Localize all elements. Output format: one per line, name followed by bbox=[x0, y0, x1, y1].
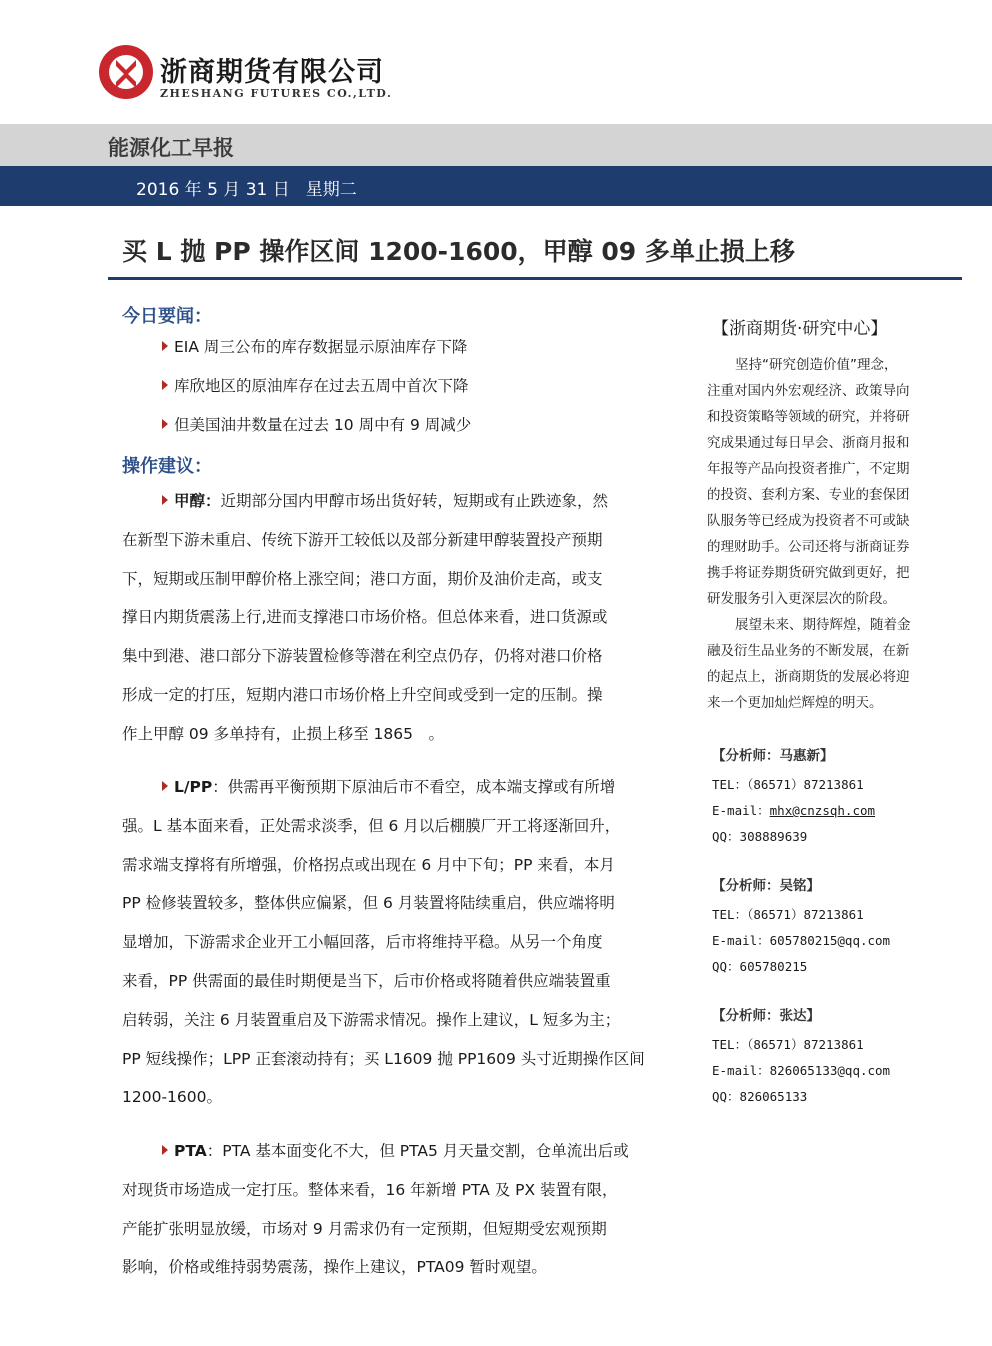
report-date: 2016 年 5 月 31 日 bbox=[136, 180, 290, 200]
lpp-paragraph: L/PP：供需再平衡预期下原油后市不看空，成本端支撑或有所增 强。L 基本面来看，正处需求淡季，但 6 月以后棚膜厂开工将逐渐回升， 需求端支撑将有所增强，价格拐点或出现在 6 月中下旬；PP 来看，本月 PP 检修装置较多，整体供应偏紧，但 6 月装置将陆续重启，供应端将明 显增加，下游需求企业开工小幅回落，后市将维持平稳。从另一个角度 来看，PP 供需面的最佳时期便是当下，后市价格或将随着供应端装置重 启转弱，关注 6 月装置重启及下游需求情况。操作上建议，L 短多为主； PP 短线操作；LPP 正套滚动持有；买 L1609 抛 PP1609 头寸近期操作区间 1200-1600。 bbox=[122, 778, 645, 1107]
report-type-band bbox=[0, 124, 992, 166]
research-center-title: 【浙商期货·研究中心】 bbox=[712, 319, 888, 339]
analyst-qq: QQ：308889639 bbox=[712, 829, 808, 844]
bullet-triangle-icon bbox=[162, 1145, 168, 1155]
news-item: 库欣地区的原油库存在过去五周中首次下降 bbox=[162, 374, 469, 396]
headline-divider bbox=[108, 277, 962, 280]
bullet-triangle-icon bbox=[162, 419, 168, 429]
news-item: EIA 周三公布的库存数据显示原油库存下降 bbox=[162, 335, 467, 357]
bullet-triangle-icon bbox=[162, 495, 168, 505]
analyst-tel: TEL：（86571）87213861 bbox=[712, 1037, 864, 1052]
analyst-card bbox=[712, 1004, 952, 1110]
bullet-triangle-icon bbox=[162, 781, 168, 791]
advice-heading: 操作建议： bbox=[122, 456, 212, 477]
analyst-email-row: E-mail：mhx@cnzsqh.com bbox=[712, 803, 876, 818]
analyst-email-row: E-mail：605780215@qq.com bbox=[712, 933, 891, 948]
analyst-card bbox=[712, 744, 952, 850]
pta-lead: PTA bbox=[174, 1142, 207, 1160]
analyst-tel: TEL：（86571）87213861 bbox=[712, 777, 864, 792]
analyst-tel: TEL：（86571）87213861 bbox=[712, 907, 864, 922]
report-date-band bbox=[0, 166, 992, 206]
methanol-paragraph: 甲醇：近期部分国内甲醇市场出货好转，短期或有止跌迹象，然 在新型下游未重启、传统下游开工较低以及部分新建甲醇装置投产预期 下，短期或压制甲醇价格上涨空间；港口方面，期价及油价走高，或支 撑日内期货震荡上行,进而支撑港口市场价格。但总体来看，进口货源或 集中到港、港口部分下游装置检修等潜在利空点仍存，仍将对港口价格 形成一定的打压，短期内港口市场价格上升空间或受到一定的压制。操 作上甲醇 09 多单持有，止损上移至 1865 。 bbox=[122, 492, 609, 743]
analyst-email-row: E-mail：826065133@qq.com bbox=[712, 1063, 891, 1078]
analyst-email: 605780215@qq.com bbox=[769, 933, 891, 948]
bullet-triangle-icon bbox=[162, 341, 168, 351]
pta-paragraph: PTA：PTA 基本面变化不大，但 PTA5 月天量交割，仓单流出后或 对现货市场造成一定打压。整体来看，16 年新增 PTA 及 PX 装置有限， 产能扩张明显放缓，市场对 9 月需求仍有一定预期，但短期受宏观预期 影响，价格或维持弱势震荡，操作上建议，PTA09 暂时观望。 bbox=[122, 1142, 629, 1277]
analyst-qq: QQ：826065133 bbox=[712, 1089, 808, 1104]
report-date-line bbox=[136, 175, 373, 200]
news-heading: 今日要闻： bbox=[122, 306, 212, 327]
research-center-outlook: 展望未来、期待辉煌，随着金 融及衍生品业务的不断发展，在新 的起点上，浙商期货的发展必将迎 来一个更加灿烂辉煌的明天。 bbox=[707, 617, 911, 711]
analyst-name: 【分析师：张达】 bbox=[712, 1008, 820, 1024]
bullet-triangle-icon bbox=[162, 380, 168, 390]
research-center-intro: 坚持“研究创造价值”理念， 注重对国内外宏观经济、政策导向 和投资策略等领域的研究，并将研 究成果通过每日早会、浙商月报和 年报等产品向投资者推广，不定期 的投资、套利方案、专业的套保团 队服务等已经成为投资者不可或缺 的理财助手。公司还将与浙商证券 携手将证券期货研究做到更好，把 研发服务引入更深层次的阶段。 bbox=[707, 357, 910, 607]
report-weekday: 星期二 bbox=[305, 180, 357, 200]
company-logo bbox=[98, 44, 154, 100]
analyst-email-link[interactable]: mhx@cnzsqh.com bbox=[769, 803, 876, 818]
company-name-en: ZHESHANG FUTURES CO.,LTD. bbox=[160, 87, 393, 100]
report-type: 能源化工早报 bbox=[108, 136, 234, 160]
lpp-lead: L/PP bbox=[174, 778, 213, 796]
company-name-cn: 浙商期货有限公司 bbox=[160, 57, 384, 88]
news-item: 但美国油井数量在过去 10 周中有 9 周减少 bbox=[162, 413, 471, 435]
analyst-name: 【分析师：马惠新】 bbox=[712, 748, 834, 764]
analyst-card bbox=[712, 874, 952, 980]
analyst-name: 【分析师：吴铭】 bbox=[712, 878, 820, 894]
report-headline: 买 L 抛 PP 操作区间 1200-1600，甲醇 09 多单止损上移 bbox=[122, 237, 795, 266]
analyst-qq: QQ：605780215 bbox=[712, 959, 808, 974]
analyst-email: 826065133@qq.com bbox=[769, 1063, 891, 1078]
methanol-lead: 甲醇： bbox=[174, 492, 221, 510]
